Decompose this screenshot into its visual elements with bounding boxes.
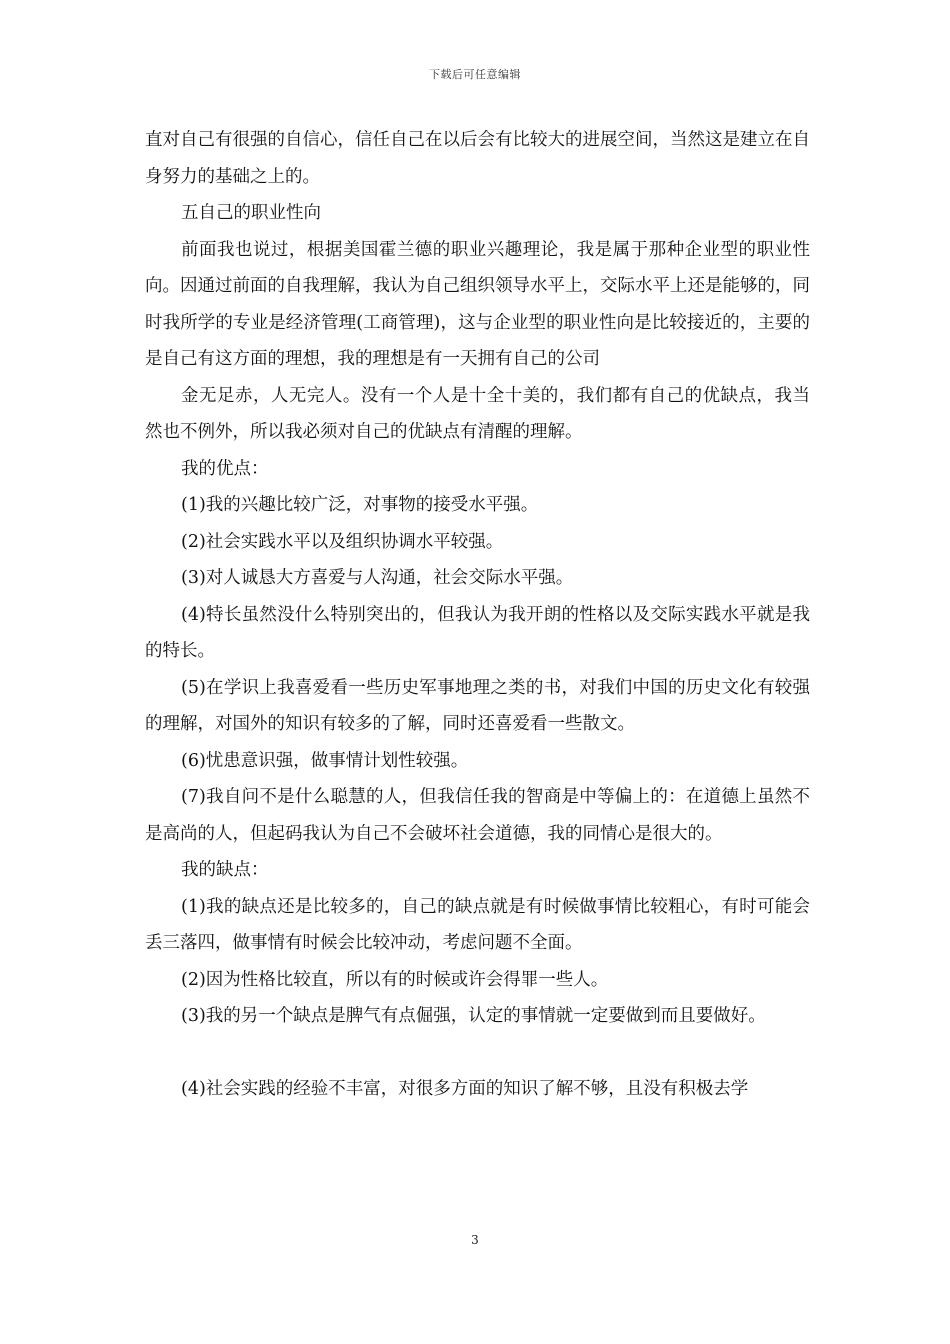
page-number: 3 bbox=[471, 1233, 479, 1247]
weakness-item-2: (2)因为性格比较直，所以有的时候或许会得罪一些人。 bbox=[181, 969, 609, 990]
paragraph-career-orientation: 前面我也说过，根据美国霍兰德的职业兴趣理论，我是属于那种企业型的职业性向。因通过前面的自我理解，我认为自己组织领导水平上，交际水平上还是能够的，同时我所学的专业是经济管理(工商管理)，这与企业型的职业性向是比较接近的，主要的是自己有这方面的理想，我的理想是有一天拥有自己的公司 bbox=[145, 239, 810, 369]
paragraph-gap bbox=[145, 1035, 810, 1072]
strength-item-7: (7)我自问不是什么聪慧的人，但我信任我的智商是中等偏上的：在道德上虽然不是高尚的人，但起码我认为自己不会破坏社会道德，我的同情心是很大的。 bbox=[145, 787, 810, 844]
weakness-item-3: (3)我的另一个缺点是脾气有点倔强，认定的事情就一定要做到而且要做好。 bbox=[181, 1006, 766, 1026]
paragraph-continuation: 直对自己有很强的自信心，信任自己在以后会有比较大的进展空间，当然这是建立在自身努力的基础之上的。 bbox=[145, 130, 810, 187]
strength-item-5: (5)在学识上我喜爱看一些历史军事地理之类的书，对我们中国的历史文化有较强的理解，对国外的知识有较多的了解，同时还喜爱看一些散文。 bbox=[145, 677, 810, 734]
strength-item-1: (1)我的兴趣比较广泛，对事物的接受水平强。 bbox=[181, 495, 539, 515]
heading-strengths: 我的优点： bbox=[181, 458, 269, 479]
strength-item-6: (6)忧患意识强，做事情计划性较强。 bbox=[181, 750, 469, 771]
document-body bbox=[145, 122, 810, 1108]
weakness-item-4: (4)社会实践的经验不丰富，对很多方面的知识了解不够，且没有积极去学 bbox=[181, 1079, 749, 1099]
heading-weaknesses: 我的缺点： bbox=[181, 860, 269, 880]
strength-item-3: (3)对人诚恳大方喜爱与人沟通，社会交际水平强。 bbox=[181, 568, 574, 588]
page-header: 下载后可任意编辑 bbox=[429, 68, 521, 81]
weakness-item-1: (1)我的缺点还是比较多的，自己的缺点就是有时候做事情比较粗心，有时可能会丢三落四，做事情有时候会比较冲动，考虑问题不全面。 bbox=[145, 896, 810, 953]
section-heading-career-orientation: 五自己的职业性向 bbox=[181, 203, 321, 223]
strength-item-4: (4)特长虽然没什么特别突出的，但我认为我开朗的性格以及交际实践水平就是我的特长。 bbox=[145, 604, 810, 661]
paragraph-strengths-weaknesses-intro: 金无足赤，人无完人。没有一个人是十全十美的，我们都有自己的优缺点，我当然也不例外，所以我必须对自己的优缺点有清醒的理解。 bbox=[145, 385, 810, 442]
strength-item-2: (2)社会实践水平以及组织协调水平较强。 bbox=[181, 531, 504, 552]
